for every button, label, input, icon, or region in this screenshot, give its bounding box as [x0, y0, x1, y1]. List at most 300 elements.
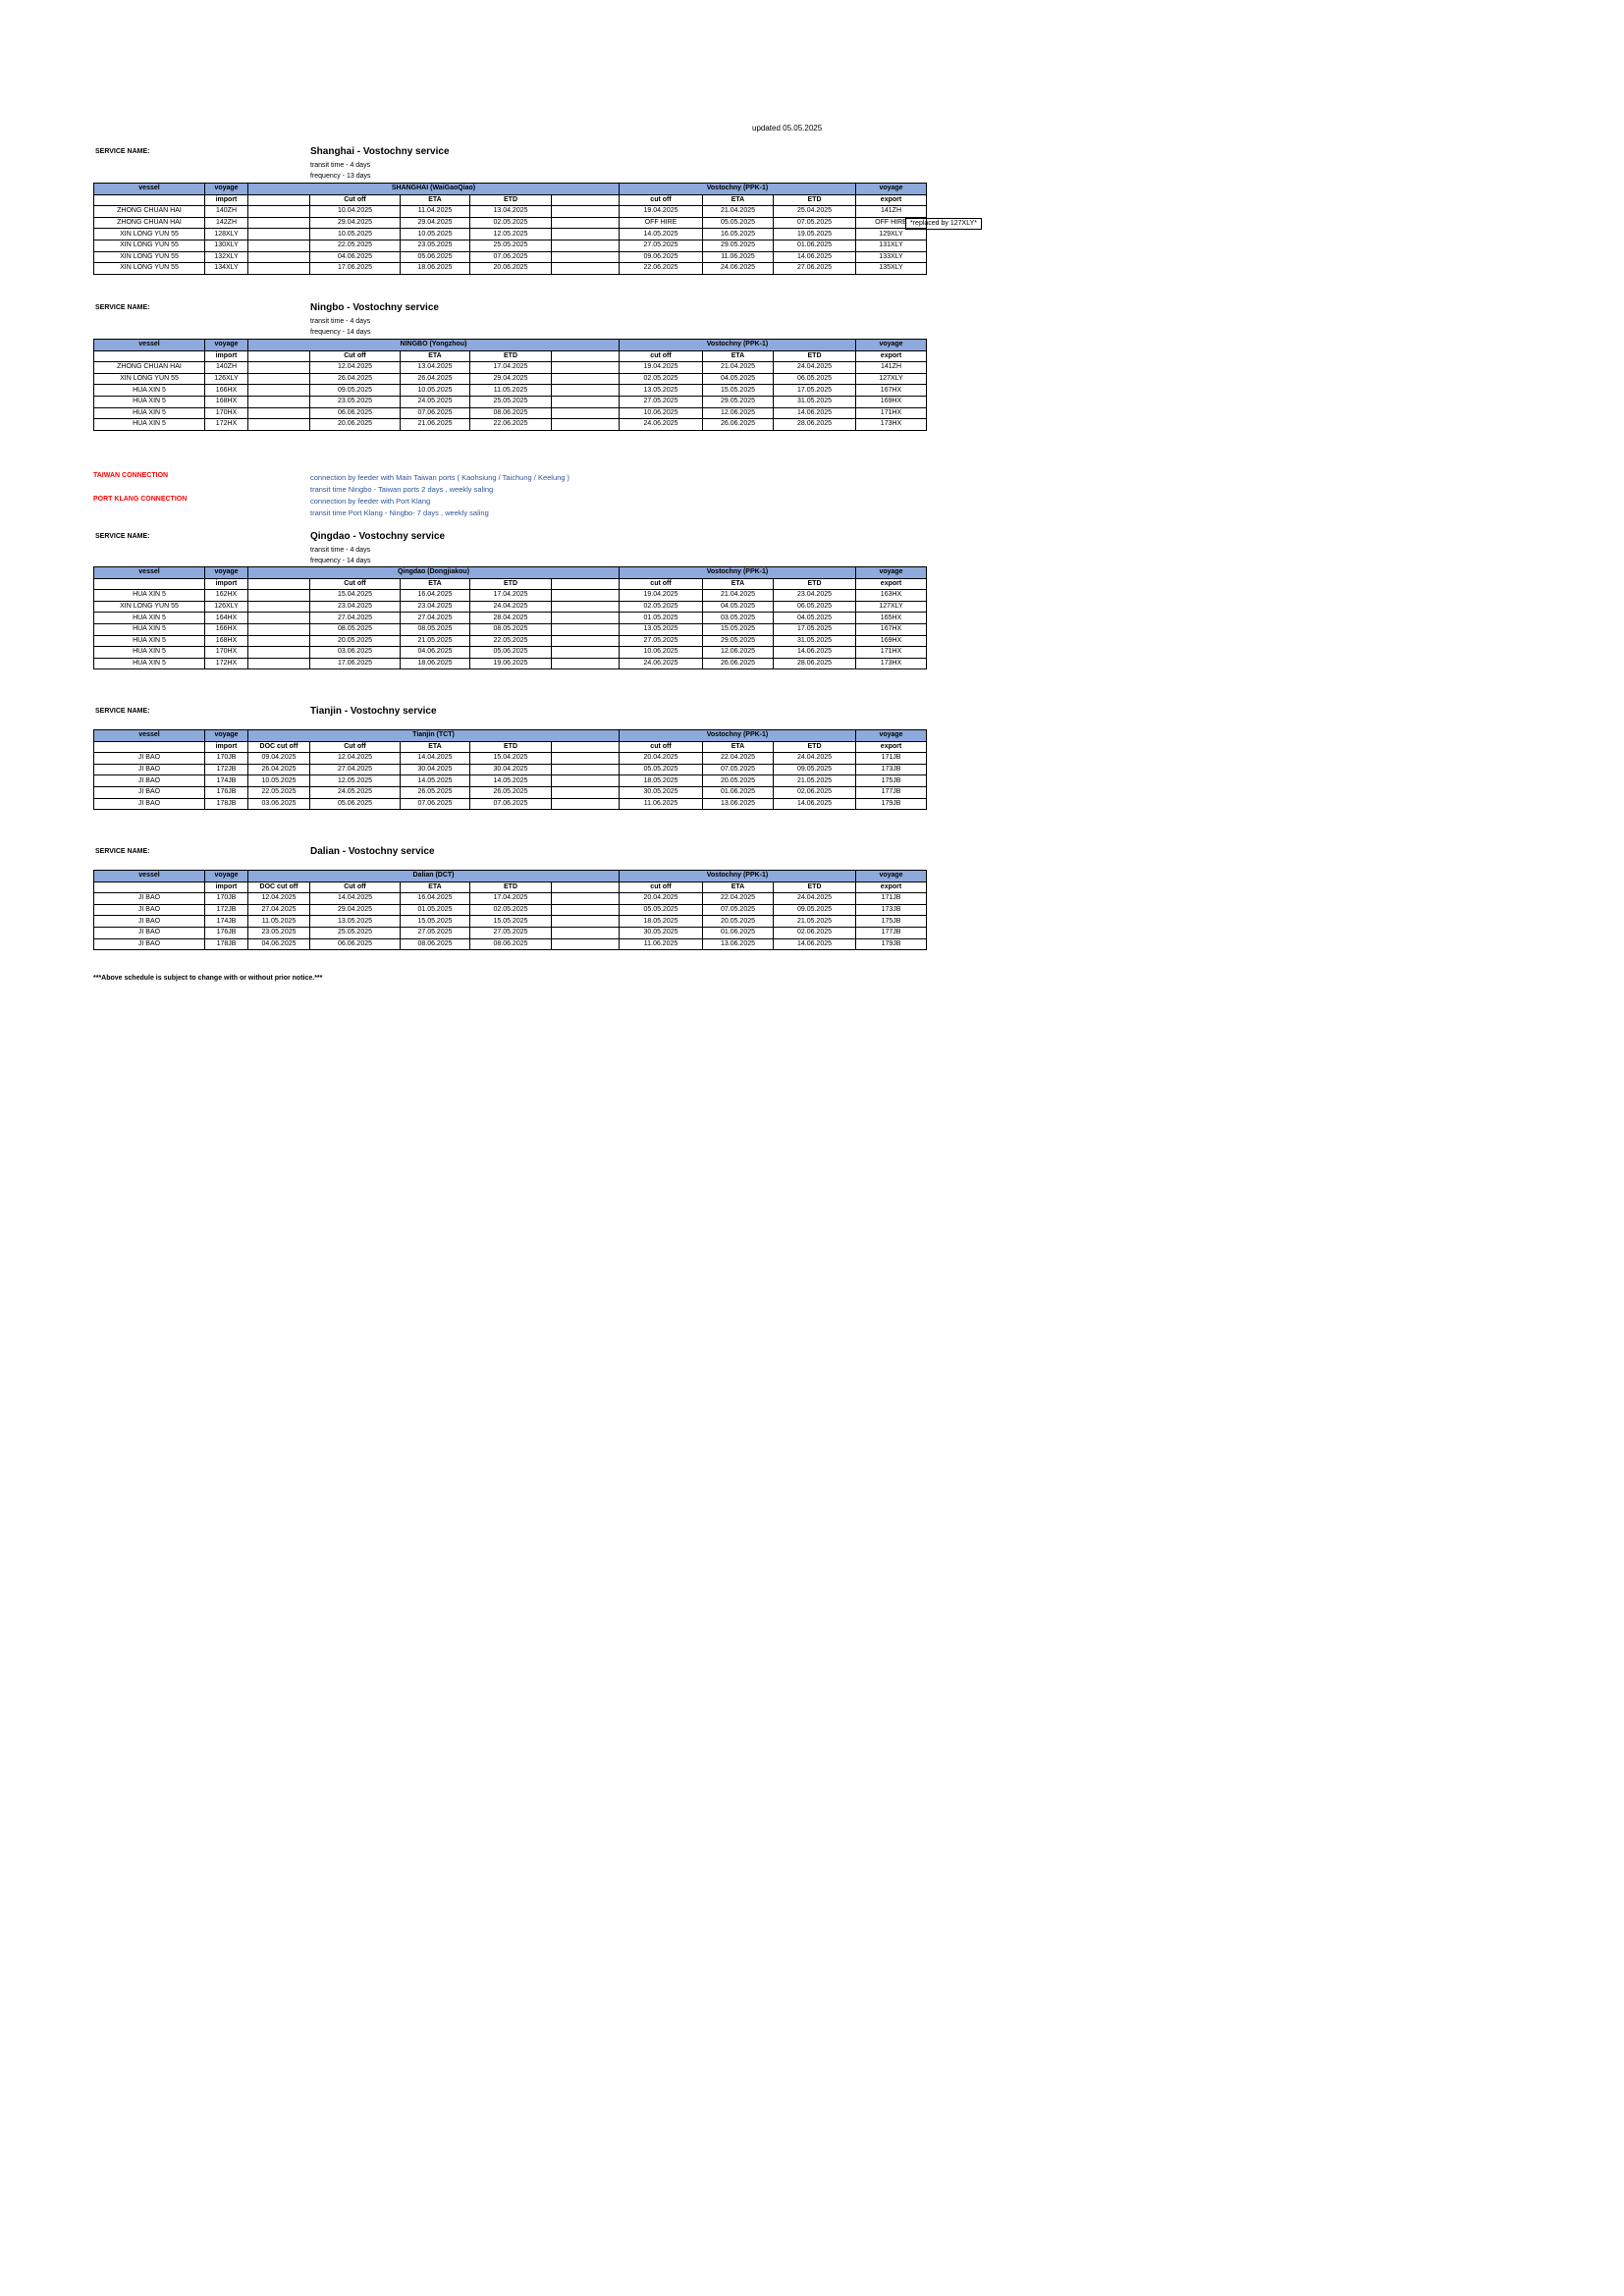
- voyage-header: voyage: [205, 340, 248, 351]
- table-cell: 12.05.2025: [310, 775, 401, 787]
- transit-time: transit time - 4 days: [310, 162, 371, 169]
- table-cell: 169HX: [856, 396, 927, 407]
- table-cell: [552, 590, 620, 602]
- schedule-table: [93, 339, 927, 431]
- table-cell: 21.06.2025: [401, 419, 470, 431]
- table-cell: [552, 753, 620, 765]
- table-cell: 20.04.2025: [620, 753, 703, 765]
- table-cell: 24.06.2025: [703, 263, 774, 275]
- import-header: import: [205, 194, 248, 206]
- table-cell: JI BAO: [94, 938, 205, 950]
- voyage-header: voyage: [856, 567, 927, 579]
- table-cell: 08.05.2025: [310, 623, 401, 635]
- service-name-label: SERVICE NAME:: [95, 708, 150, 715]
- table-cell: 26.05.2025: [401, 786, 470, 798]
- table-cell: 02.06.2025: [774, 927, 856, 938]
- table-cell: 127XLY: [856, 373, 927, 385]
- destination-port-header: Vostochny (PPK-1): [620, 340, 856, 351]
- table-row: [94, 764, 927, 775]
- table-cell: [248, 362, 310, 374]
- table-cell: 07.05.2025: [703, 904, 774, 916]
- table-row: [94, 635, 927, 647]
- table-cell: [248, 229, 310, 240]
- table-cell: XIN LONG YUN 55: [94, 601, 205, 613]
- table-cell: 07.06.2025: [470, 251, 552, 263]
- table-cell: 29.05.2025: [703, 240, 774, 251]
- table-cell: 26.06.2025: [703, 658, 774, 669]
- table-cell: 175JB: [856, 916, 927, 928]
- table-cell: 13.05.2025: [620, 623, 703, 635]
- table-cell: [552, 786, 620, 798]
- table-cell: 02.05.2025: [470, 217, 552, 229]
- table-cell: [552, 601, 620, 613]
- dest-col-header: cut off: [620, 194, 703, 206]
- table-cell: 24.05.2025: [310, 786, 401, 798]
- origin-col-header: [248, 194, 310, 206]
- table-cell: [248, 613, 310, 624]
- table-cell: 15.05.2025: [703, 623, 774, 635]
- table-cell: 04.06.2025: [310, 251, 401, 263]
- table-cell: 14.04.2025: [401, 753, 470, 765]
- empty-cell: [94, 578, 205, 590]
- table-cell: 174JB: [205, 916, 248, 928]
- table-cell: 05.05.2025: [620, 904, 703, 916]
- header-row-1: [94, 184, 927, 195]
- table-cell: 127XLY: [856, 601, 927, 613]
- table-cell: 01.06.2025: [774, 240, 856, 251]
- table-cell: XIN LONG YUN 55: [94, 251, 205, 263]
- table-cell: 07.05.2025: [703, 764, 774, 775]
- voyage-header: voyage: [205, 567, 248, 579]
- voyage-header: voyage: [856, 730, 927, 742]
- origin-col-header: Cut off: [310, 881, 401, 893]
- table-cell: 14.05.2025: [620, 229, 703, 240]
- table-cell: 166HX: [205, 385, 248, 397]
- table-cell: 173JB: [856, 904, 927, 916]
- table-cell: [552, 206, 620, 218]
- table-cell: ZHONG CHUAN HAI: [94, 362, 205, 374]
- table-cell: 22.04.2025: [703, 753, 774, 765]
- table-cell: 12.04.2025: [248, 893, 310, 905]
- table-cell: 23.04.2025: [401, 601, 470, 613]
- table-cell: JI BAO: [94, 764, 205, 775]
- table-cell: 05.06.2025: [310, 798, 401, 810]
- origin-col-header: Cut off: [310, 741, 401, 753]
- dest-col-header: cut off: [620, 881, 703, 893]
- origin-port-header: SHANGHAI (WaiGaoQiao): [248, 184, 620, 195]
- table-cell: 25.05.2025: [470, 240, 552, 251]
- table-cell: 128XLY: [205, 229, 248, 240]
- table-cell: XIN LONG YUN 55: [94, 263, 205, 275]
- table-row: [94, 786, 927, 798]
- dest-col-header: ETD: [774, 578, 856, 590]
- table-cell: 27.05.2025: [620, 396, 703, 407]
- table-cell: 31.05.2025: [774, 635, 856, 647]
- table-cell: 03.05.2025: [703, 613, 774, 624]
- table-cell: 30.05.2025: [620, 927, 703, 938]
- table-cell: 24.04.2025: [774, 753, 856, 765]
- table-cell: 133XLY: [856, 251, 927, 263]
- table-cell: 29.04.2025: [310, 904, 401, 916]
- destination-port-header: Vostochny (PPK-1): [620, 184, 856, 195]
- table-cell: [552, 647, 620, 659]
- service-name-label: SERVICE NAME:: [95, 148, 150, 155]
- table-cell: 27.05.2025: [470, 927, 552, 938]
- table-cell: 25.05.2025: [470, 396, 552, 407]
- dest-col-header: ETD: [774, 194, 856, 206]
- table-cell: JI BAO: [94, 904, 205, 916]
- vessel-header: vessel: [94, 184, 205, 195]
- table-cell: XIN LONG YUN 55: [94, 373, 205, 385]
- table-cell: [552, 385, 620, 397]
- table-cell: [552, 251, 620, 263]
- transit-time: transit time - 4 days: [310, 547, 371, 554]
- vessel-header: vessel: [94, 340, 205, 351]
- table-cell: 08.05.2025: [470, 623, 552, 635]
- table-cell: [552, 764, 620, 775]
- table-cell: 20.05.2025: [310, 635, 401, 647]
- table-cell: 26.06.2025: [703, 419, 774, 431]
- header-row-1: [94, 340, 927, 351]
- table-cell: 17.04.2025: [470, 893, 552, 905]
- table-cell: 130XLY: [205, 240, 248, 251]
- empty-cell: [94, 194, 205, 206]
- table-cell: 24.05.2025: [401, 396, 470, 407]
- origin-col-header: ETD: [470, 741, 552, 753]
- replacement-note: *replaced by 127XLY*: [905, 218, 982, 230]
- table-cell: 14.06.2025: [774, 938, 856, 950]
- table-cell: [248, 206, 310, 218]
- dest-col-header: ETD: [774, 741, 856, 753]
- origin-col-header: ETA: [401, 350, 470, 362]
- table-cell: 23.05.2025: [310, 396, 401, 407]
- table-cell: 13.05.2025: [310, 916, 401, 928]
- table-cell: 17.05.2025: [774, 623, 856, 635]
- table-cell: 15.05.2025: [470, 916, 552, 928]
- header-row-2: [94, 881, 927, 893]
- table-row: [94, 893, 927, 905]
- table-cell: [248, 396, 310, 407]
- empty-cell: [94, 350, 205, 362]
- origin-col-header: [552, 194, 620, 206]
- table-cell: 24.06.2025: [620, 419, 703, 431]
- table-cell: 166HX: [205, 623, 248, 635]
- export-header: export: [856, 350, 927, 362]
- table-cell: 135XLY: [856, 263, 927, 275]
- table-cell: 27.05.2025: [401, 927, 470, 938]
- export-header: export: [856, 741, 927, 753]
- table-cell: 17.04.2025: [470, 362, 552, 374]
- table-cell: 18.06.2025: [401, 263, 470, 275]
- empty-cell: [94, 741, 205, 753]
- origin-col-header: ETD: [470, 578, 552, 590]
- table-cell: 19.04.2025: [620, 590, 703, 602]
- table-cell: 04.06.2025: [248, 938, 310, 950]
- table-row: [94, 658, 927, 669]
- table-cell: [248, 647, 310, 659]
- updated-date: updated 05.05.2025: [752, 124, 823, 133]
- table-cell: 27.04.2025: [310, 764, 401, 775]
- dest-col-header: cut off: [620, 350, 703, 362]
- table-cell: [248, 251, 310, 263]
- table-cell: 165HX: [856, 613, 927, 624]
- table-row: [94, 396, 927, 407]
- table-cell: 31.05.2025: [774, 396, 856, 407]
- vessel-header: vessel: [94, 567, 205, 579]
- service-title: Dalian - Vostochny service: [310, 846, 435, 857]
- origin-col-header: [552, 578, 620, 590]
- import-header: import: [205, 350, 248, 362]
- origin-port-header: NINGBO (Yongzhou): [248, 340, 620, 351]
- origin-col-header: DOC cut off: [248, 881, 310, 893]
- dest-col-header: ETA: [703, 194, 774, 206]
- origin-col-header: DOC cut off: [248, 741, 310, 753]
- dest-col-header: ETA: [703, 741, 774, 753]
- table-cell: 29.05.2025: [703, 396, 774, 407]
- frequency: frequency - 13 days: [310, 173, 371, 180]
- table-cell: 11.06.2025: [703, 251, 774, 263]
- table-cell: 18.06.2025: [401, 658, 470, 669]
- table-cell: 175JB: [856, 775, 927, 787]
- service-title: Tianjin - Vostochny service: [310, 706, 437, 717]
- table-cell: 10.06.2025: [620, 407, 703, 419]
- table-cell: 21.05.2025: [401, 635, 470, 647]
- table-cell: 17.04.2025: [470, 590, 552, 602]
- table-cell: 173HX: [856, 419, 927, 431]
- table-cell: JI BAO: [94, 927, 205, 938]
- table-cell: HUA XIN 5: [94, 635, 205, 647]
- table-row: [94, 647, 927, 659]
- table-cell: 02.05.2025: [470, 904, 552, 916]
- service-name-label: SERVICE NAME:: [95, 848, 150, 855]
- service-title: Shanghai - Vostochny service: [310, 146, 450, 157]
- table-cell: 10.06.2025: [620, 647, 703, 659]
- frequency: frequency - 14 days: [310, 329, 371, 336]
- table-cell: 164HX: [205, 613, 248, 624]
- table-cell: [552, 217, 620, 229]
- table-cell: 21.05.2025: [774, 775, 856, 787]
- table-cell: 21.04.2025: [703, 362, 774, 374]
- table-cell: 16.05.2025: [703, 229, 774, 240]
- table-cell: 176JB: [205, 786, 248, 798]
- table-cell: 12.06.2025: [703, 407, 774, 419]
- table-cell: [552, 396, 620, 407]
- table-cell: 29.05.2025: [703, 635, 774, 647]
- table-cell: 30.05.2025: [620, 786, 703, 798]
- table-cell: 178JB: [205, 798, 248, 810]
- table-cell: 07.06.2025: [401, 798, 470, 810]
- table-cell: [552, 362, 620, 374]
- table-cell: 22.05.2025: [470, 635, 552, 647]
- header-row-2: [94, 194, 927, 206]
- table-cell: 27.06.2025: [774, 263, 856, 275]
- table-row: [94, 263, 927, 275]
- table-cell: 05.05.2025: [703, 217, 774, 229]
- header-row-2: [94, 350, 927, 362]
- table-cell: 04.05.2025: [703, 373, 774, 385]
- table-cell: 140ZH: [205, 362, 248, 374]
- table-cell: 13.04.2025: [401, 362, 470, 374]
- table-cell: 06.06.2025: [310, 938, 401, 950]
- table-cell: 26.04.2025: [401, 373, 470, 385]
- table-row: [94, 904, 927, 916]
- table-cell: 14.04.2025: [310, 893, 401, 905]
- table-cell: 20.05.2025: [703, 916, 774, 928]
- table-cell: XIN LONG YUN 55: [94, 229, 205, 240]
- table-row: [94, 251, 927, 263]
- table-cell: 141ZH: [856, 362, 927, 374]
- table-cell: 18.05.2025: [620, 916, 703, 928]
- table-cell: 24.04.2025: [774, 893, 856, 905]
- table-row: [94, 373, 927, 385]
- table-cell: 17.06.2025: [310, 658, 401, 669]
- origin-col-header: ETA: [401, 741, 470, 753]
- origin-col-header: Cut off: [310, 194, 401, 206]
- table-cell: 21.04.2025: [703, 590, 774, 602]
- table-cell: 24.06.2025: [620, 658, 703, 669]
- table-cell: 13.05.2025: [620, 385, 703, 397]
- table-cell: 09.05.2025: [774, 904, 856, 916]
- table-cell: [552, 263, 620, 275]
- table-cell: 179JB: [856, 938, 927, 950]
- table-cell: 174JB: [205, 775, 248, 787]
- table-cell: 20.06.2025: [310, 419, 401, 431]
- table-cell: JI BAO: [94, 753, 205, 765]
- table-cell: 05.06.2025: [401, 251, 470, 263]
- table-cell: 142ZH: [205, 217, 248, 229]
- table-cell: 21.05.2025: [774, 916, 856, 928]
- table-cell: [552, 658, 620, 669]
- table-cell: 22.04.2025: [703, 893, 774, 905]
- table-cell: 26.04.2025: [310, 373, 401, 385]
- table-cell: 23.04.2025: [774, 590, 856, 602]
- table-row: [94, 385, 927, 397]
- table-cell: 11.06.2025: [620, 938, 703, 950]
- table-cell: 26.05.2025: [470, 786, 552, 798]
- origin-col-header: ETD: [470, 194, 552, 206]
- table-cell: 163HX: [856, 590, 927, 602]
- export-header: export: [856, 881, 927, 893]
- table-row: [94, 240, 927, 251]
- table-row: [94, 916, 927, 928]
- origin-col-header: ETD: [470, 881, 552, 893]
- table-cell: 07.06.2025: [470, 798, 552, 810]
- table-cell: 179JB: [856, 798, 927, 810]
- table-cell: 04.05.2025: [774, 613, 856, 624]
- table-cell: 132XLY: [205, 251, 248, 263]
- table-cell: 141ZH: [856, 206, 927, 218]
- voyage-header: voyage: [205, 871, 248, 882]
- table-cell: 162HX: [205, 590, 248, 602]
- table-cell: 25.05.2025: [310, 927, 401, 938]
- table-row: [94, 601, 927, 613]
- origin-col-header: ETA: [401, 881, 470, 893]
- table-cell: 20.04.2025: [620, 893, 703, 905]
- table-cell: 19.04.2025: [620, 206, 703, 218]
- table-cell: 170JB: [205, 753, 248, 765]
- service-name-label: SERVICE NAME:: [95, 533, 150, 540]
- portklang-connection-line1: connection by feeder with Port Klang: [310, 497, 431, 506]
- dest-col-header: cut off: [620, 578, 703, 590]
- table-cell: [552, 798, 620, 810]
- table-cell: 173JB: [856, 764, 927, 775]
- table-cell: 19.05.2025: [774, 229, 856, 240]
- table-cell: 18.05.2025: [620, 775, 703, 787]
- table-cell: 07.06.2025: [401, 407, 470, 419]
- table-cell: 20.05.2025: [703, 775, 774, 787]
- table-cell: 13.06.2025: [703, 798, 774, 810]
- table-cell: [248, 658, 310, 669]
- table-row: [94, 206, 927, 218]
- transit-time: transit time - 4 days: [310, 318, 371, 325]
- table-cell: 05.05.2025: [620, 764, 703, 775]
- taiwan-connection-label: TAIWAN CONNECTION: [93, 472, 169, 479]
- table-cell: 10.05.2025: [248, 775, 310, 787]
- origin-port-header: Dalian (DCT): [248, 871, 620, 882]
- import-header: import: [205, 741, 248, 753]
- table-cell: 03.06.2025: [310, 647, 401, 659]
- table-cell: 01.05.2025: [401, 904, 470, 916]
- table-row: [94, 775, 927, 787]
- table-cell: [248, 385, 310, 397]
- table-cell: 22.06.2025: [620, 263, 703, 275]
- table-cell: 09.05.2025: [310, 385, 401, 397]
- destination-port-header: Vostochny (PPK-1): [620, 871, 856, 882]
- vessel-header: vessel: [94, 871, 205, 882]
- table-cell: 178JB: [205, 938, 248, 950]
- table-cell: 09.06.2025: [620, 251, 703, 263]
- origin-col-header: [248, 350, 310, 362]
- table-cell: 11.05.2025: [248, 916, 310, 928]
- voyage-header: voyage: [205, 184, 248, 195]
- table-cell: 15.04.2025: [310, 590, 401, 602]
- origin-col-header: Cut off: [310, 578, 401, 590]
- table-cell: 171HX: [856, 647, 927, 659]
- table-cell: [552, 927, 620, 938]
- header-row-1: [94, 567, 927, 579]
- table-cell: HUA XIN 5: [94, 419, 205, 431]
- table-cell: HUA XIN 5: [94, 623, 205, 635]
- service-name-label: SERVICE NAME:: [95, 304, 150, 311]
- table-cell: [552, 240, 620, 251]
- table-cell: JI BAO: [94, 775, 205, 787]
- table-cell: ZHONG CHUAN HAI: [94, 217, 205, 229]
- table-cell: 29.04.2025: [310, 217, 401, 229]
- service-title: Qingdao - Vostochny service: [310, 531, 446, 542]
- table-cell: 13.04.2025: [470, 206, 552, 218]
- table-cell: 27.05.2025: [620, 635, 703, 647]
- empty-cell: [94, 881, 205, 893]
- dest-col-header: ETD: [774, 350, 856, 362]
- table-cell: 27.04.2025: [248, 904, 310, 916]
- table-cell: 172JB: [205, 764, 248, 775]
- destination-port-header: Vostochny (PPK-1): [620, 567, 856, 579]
- table-cell: 02.06.2025: [774, 786, 856, 798]
- table-cell: JI BAO: [94, 798, 205, 810]
- table-cell: 11.05.2025: [470, 385, 552, 397]
- table-cell: 172JB: [205, 904, 248, 916]
- table-row: [94, 407, 927, 419]
- table-cell: 08.06.2025: [470, 407, 552, 419]
- table-row: [94, 938, 927, 950]
- table-cell: 22.06.2025: [470, 419, 552, 431]
- table-cell: [552, 893, 620, 905]
- voyage-header: voyage: [856, 871, 927, 882]
- table-cell: 17.06.2025: [310, 263, 401, 275]
- table-cell: 20.06.2025: [470, 263, 552, 275]
- table-row: [94, 623, 927, 635]
- schedule-table: [93, 566, 927, 669]
